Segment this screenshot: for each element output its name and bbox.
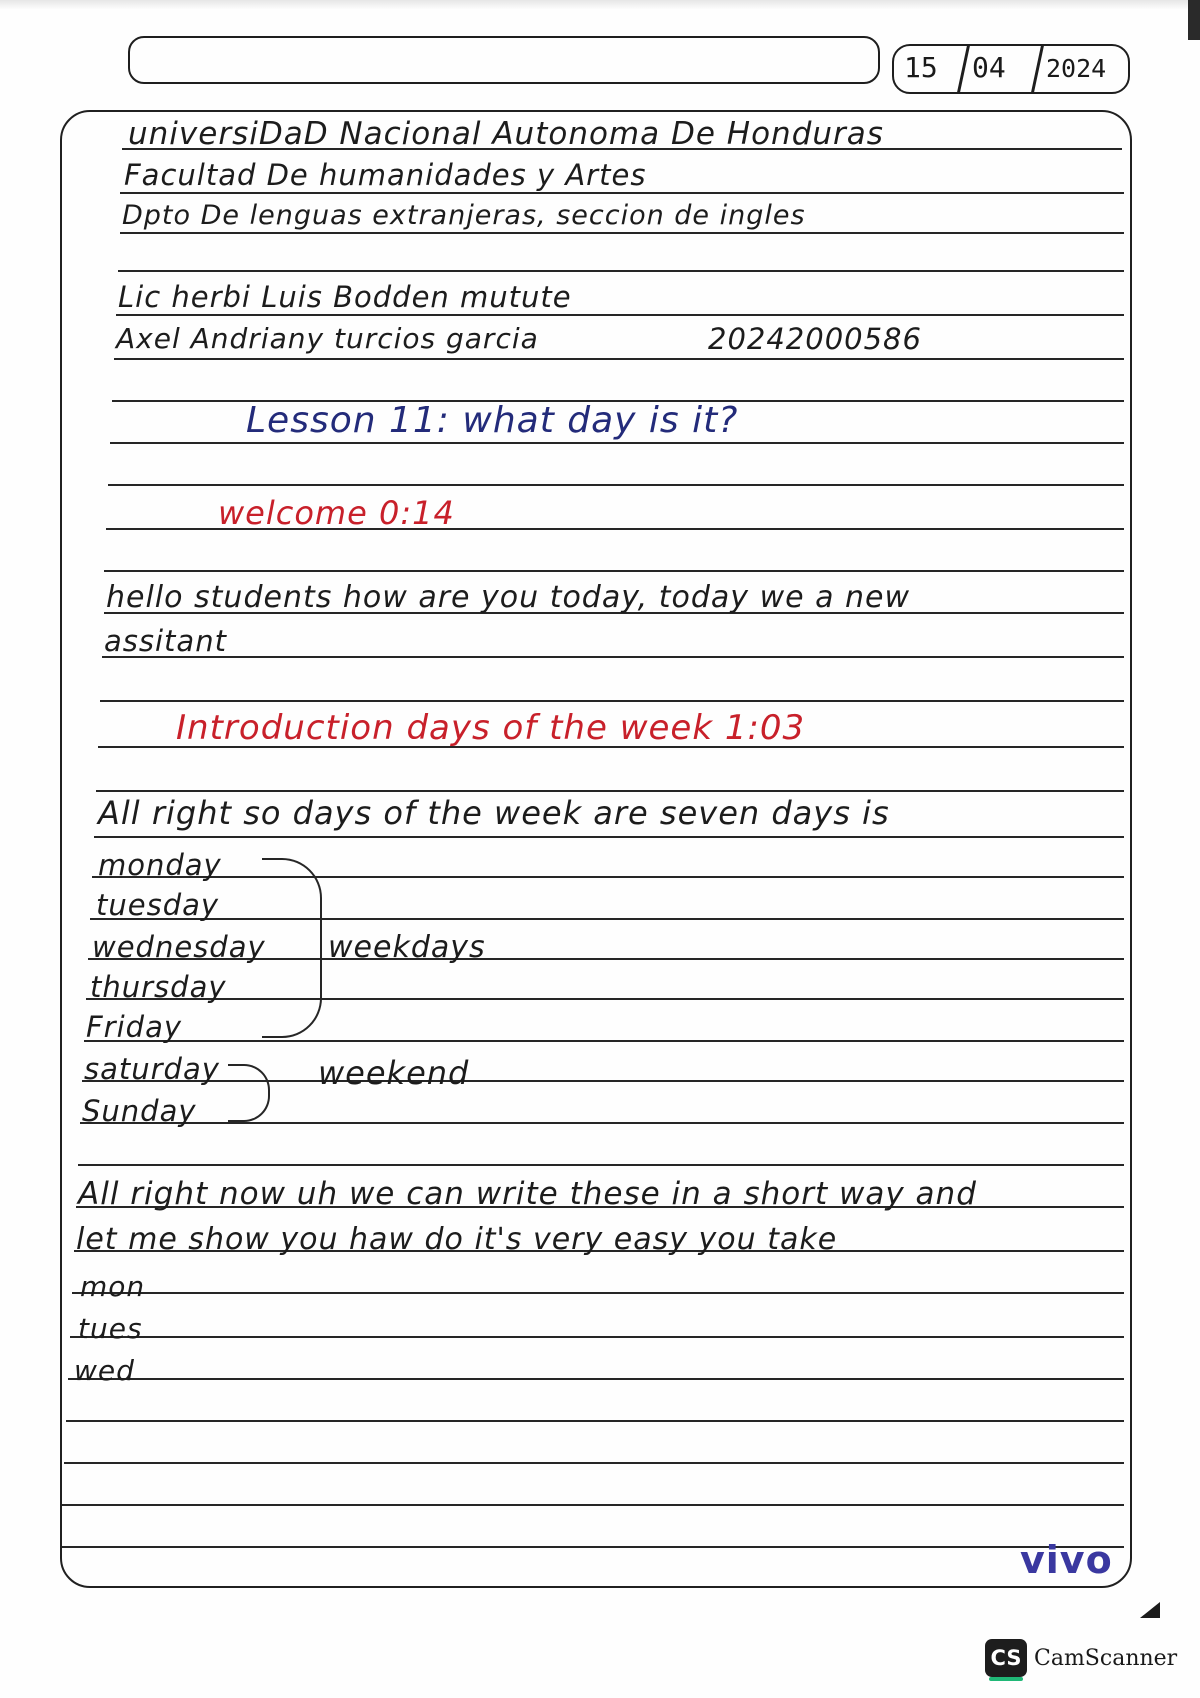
date-separator (1031, 46, 1043, 92)
date-month: 04 (972, 51, 1006, 84)
name-box (128, 36, 880, 84)
ruled-line (66, 1420, 1124, 1422)
ruled-line (94, 836, 1124, 838)
lesson-title: Lesson 11: what day is it? (246, 400, 739, 441)
institution-line-2: Facultad De humanidades y Artes (124, 158, 647, 192)
ruled-line (80, 1122, 1124, 1124)
day-item: Friday (86, 1010, 183, 1044)
camscanner-logo-icon: CS (985, 1639, 1027, 1677)
ruled-line (62, 1504, 1124, 1506)
date-year: 2024 (1046, 54, 1107, 83)
ruled-line (100, 700, 1124, 702)
abbreviation-item: tues (78, 1312, 143, 1345)
ruled-line (110, 442, 1124, 444)
day-item: monday (98, 848, 222, 882)
ruled-line (96, 790, 1124, 792)
ruled-line (84, 1040, 1124, 1042)
day-item: thursday (90, 970, 227, 1004)
date-separator (957, 46, 969, 92)
institution-line-1: universiDaD Nacional Autonoma De Honduras (128, 116, 884, 152)
abbreviation-item: wed (74, 1354, 135, 1387)
ruled-line (102, 656, 1124, 658)
ruled-line (116, 314, 1124, 316)
ruled-line (72, 1292, 1124, 1294)
day-item: saturday (84, 1052, 220, 1086)
welcome-heading: welcome 0:14 (218, 494, 455, 532)
day-item: wednesday (92, 930, 266, 964)
vivo-logo: vivo (1020, 1538, 1113, 1582)
day-item: Sunday (82, 1094, 197, 1128)
ruled-line (90, 918, 1124, 920)
date-box (892, 44, 1130, 94)
weekend-label: weekend (318, 1054, 470, 1092)
short-form-text-line-1: All right now uh we can write these in a short way and (78, 1176, 977, 1212)
scan-edge-corner (1188, 0, 1200, 40)
page-corner-mark (1140, 1602, 1160, 1618)
short-form-text-line-2: let me show you haw do it's very easy you take (76, 1222, 838, 1257)
weekdays-label: weekdays (328, 930, 486, 965)
scan-edge-shadow (0, 0, 1200, 10)
ruled-line (68, 1378, 1124, 1380)
welcome-text-line-1: hello students how are you today, today we a new (106, 580, 911, 615)
day-item: tuesday (96, 888, 220, 922)
intro-text: All right so days of the week are seven days is (98, 794, 890, 832)
institution-line-3: Dpto De lenguas extranjeras, seccion de ingles (122, 200, 806, 231)
weekdays-brace (262, 858, 322, 1038)
student-id: 20242000586 (708, 322, 922, 356)
camscanner-watermark: CamScanner (1034, 1646, 1178, 1671)
ruled-line (118, 270, 1124, 272)
ruled-line (70, 1336, 1124, 1338)
ruled-line (120, 232, 1124, 234)
abbreviation-item: mon (80, 1270, 146, 1303)
student-name: Axel Andriany turcios garcia (116, 322, 539, 355)
ruled-line (120, 192, 1124, 194)
welcome-text-line-2: assitant (104, 624, 227, 658)
ruled-line (78, 1164, 1124, 1166)
ruled-line (104, 570, 1124, 572)
ruled-line (64, 1462, 1124, 1464)
ruled-line (92, 876, 1124, 878)
ruled-line (108, 484, 1124, 486)
teacher-name: Lic herbi Luis Bodden mutute (118, 280, 572, 314)
ruled-line (86, 998, 1124, 1000)
ruled-line (114, 358, 1124, 360)
date-day: 15 (904, 51, 938, 84)
ruled-line (62, 1546, 1124, 1548)
intro-heading: Introduction days of the week 1:03 (176, 708, 806, 748)
